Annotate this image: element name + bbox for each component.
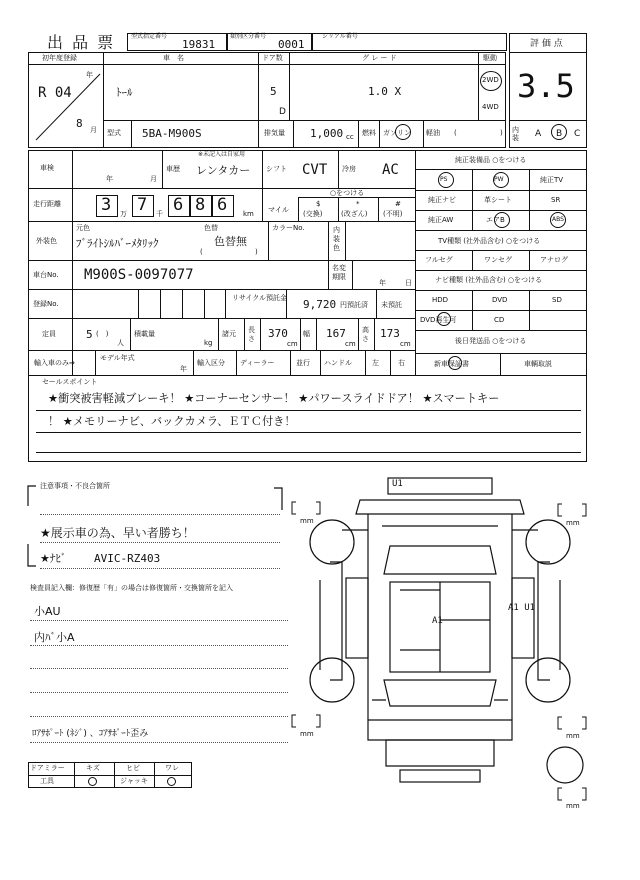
grade-value: 1.0 X	[368, 85, 402, 98]
equip-item-navi: 純正ナビ	[428, 196, 456, 204]
ac-value: AC	[382, 162, 399, 178]
notes-line-1: ★展示車の為、早い者勝ち！	[40, 526, 195, 540]
category-label: 類別区分番号	[230, 33, 267, 40]
tv-oneseg: ワンセグ	[484, 256, 512, 264]
interior-c: C	[574, 129, 581, 139]
unknown-symbol: #	[395, 200, 401, 208]
original-color-label: 元色	[76, 224, 90, 232]
handle-right: 右	[398, 359, 405, 367]
sales-line-2: ！ ★メモリーナビ、バックカメラ、ＥＴＣ付き！	[48, 415, 296, 428]
inspection-label: 車検	[40, 164, 54, 172]
name-change-year: 年	[379, 279, 386, 287]
cc-unit: cc	[346, 133, 354, 141]
man-unit: 万	[120, 210, 127, 218]
notes-line-2-value: AVIC-RZ403	[94, 552, 161, 565]
import-label: 輸入車のみ⇒	[34, 359, 75, 367]
drive-label: 駆動	[483, 54, 497, 62]
mm-label-5: mm	[566, 802, 580, 810]
type-cert-label: 型式指定番号	[131, 33, 168, 40]
mm-label-4: mm	[566, 732, 580, 740]
diagram-mark-a1u1: A1 U1	[508, 603, 536, 613]
width-cm: cm	[345, 340, 356, 348]
type-cert-value: 19831	[182, 38, 216, 51]
drive-2wd: 2WD	[482, 76, 499, 84]
history-value: レンタカー	[196, 164, 251, 177]
door-type: D	[279, 107, 286, 117]
capacity-value: 5	[86, 328, 93, 341]
ship-manual: 車輌取説	[524, 360, 552, 368]
dealer-label: ディーラー	[240, 359, 275, 367]
month-unit: 月	[90, 126, 97, 134]
inspector-line-2: 内ﾊﾞ小A	[34, 631, 75, 644]
inspector-line-1: 小AU	[34, 605, 61, 618]
navi-sd: SD	[552, 296, 562, 304]
interior-a: A	[535, 129, 542, 139]
category-value: 0001	[278, 38, 305, 51]
mileage-digit-4: 8	[195, 195, 206, 215]
history-label: 車歴	[166, 165, 180, 173]
ship-warranty: 新車保証書	[434, 360, 469, 368]
vin-value: M900S-0097077	[84, 267, 194, 283]
mileage-digit-2: 7	[137, 195, 148, 215]
handle-label: ハンドル	[324, 359, 352, 367]
navi-hdd: HDD	[432, 296, 449, 304]
equip-mark-1: PS	[440, 176, 448, 183]
navi-cd: CD	[494, 316, 505, 324]
first-reg-year: R 04	[38, 85, 72, 101]
color-no-label: カラーNo.	[272, 224, 305, 232]
exchange-symbol: $	[316, 200, 321, 208]
height-label: 高さ	[362, 326, 369, 343]
shift-label: シフト	[266, 165, 287, 173]
diagonal-divider	[28, 64, 103, 148]
inspector-label: 検査員記入欄：修復歴「有」の場合は修復箇所・交換箇所を記入	[30, 584, 233, 592]
model-label: 型式	[107, 129, 121, 137]
equipment-title: 純正装備品 ○をつける	[455, 156, 527, 164]
load-unit: kg	[204, 339, 213, 347]
width-label: 幅	[303, 330, 310, 338]
mm-label-3: mm	[300, 730, 314, 738]
legend-jack-circle	[167, 777, 176, 786]
ship-title: 後日発送品 ○をつける	[455, 337, 527, 345]
mileage-digit-3: 6	[173, 195, 184, 215]
legend-crack: ヒビ	[126, 764, 140, 772]
name-change-label: 名変期限	[332, 264, 346, 281]
sales-line-1: ★衝突被害軽減ブレーキ！ ★コーナーセンサー！ ★パワースライドドア！ ★スマートキー	[48, 392, 500, 405]
notes-line-2-prefix: ★ﾅﾋﾞ	[40, 552, 67, 565]
notes-label: 注意事項・不良合箇所	[40, 482, 110, 490]
height-value: 173	[380, 327, 400, 340]
displacement-value: 1,000	[310, 127, 344, 140]
vin-label: 車台No.	[33, 271, 59, 279]
legend-tool-circle	[88, 777, 97, 786]
paren-open: (	[454, 129, 457, 137]
tv-analog: アナログ	[540, 256, 568, 264]
equip-mark-3: ABS	[552, 216, 564, 223]
mileage-digit-5: 6	[217, 195, 228, 215]
recycle-unit: 円預託済	[340, 301, 368, 309]
inspection-year-unit: 年	[106, 175, 113, 183]
paren-close: )	[500, 129, 503, 137]
interior-color-label: 内装色	[333, 226, 340, 252]
color-label: 外装色	[36, 237, 57, 245]
fuel-label: 燃料	[362, 129, 376, 137]
navi-dvd: DVD	[492, 296, 508, 304]
unknown-label: (不明)	[383, 210, 403, 218]
doors-label: ドア数	[262, 54, 283, 62]
fuel-gasoline: ガソリン	[383, 129, 411, 137]
serial-label: シリアル番号	[322, 33, 358, 40]
recycle-unpaid: 未預託	[381, 301, 402, 309]
tv-title: TV種類 (社外品含む) ○をつける	[438, 237, 541, 245]
km-unit: km	[243, 210, 254, 218]
model-year-unit: 年	[180, 365, 187, 373]
handle-left: 左	[372, 359, 379, 367]
equip-item-tv: 純正TV	[540, 176, 564, 184]
original-color-value: ﾌﾞﾗｲﾄｼﾙﾊﾞｰﾒﾀﾘｯｸ	[76, 237, 159, 250]
capacity-unit: 人	[117, 339, 124, 347]
mile-label: マイル	[268, 206, 289, 214]
repaint-paren-open: (	[200, 248, 203, 256]
oil-label: 軽油	[426, 129, 440, 137]
diagram-mark-u1: U1	[392, 479, 403, 489]
equip-item-aw: 純正AW	[428, 216, 454, 224]
equip-mark-2: PW	[494, 176, 504, 183]
mileage-digit-1: 3	[101, 195, 112, 215]
car-name-label: 車 名	[163, 54, 184, 62]
inspector-line-6: ﾛｱｻﾎﾟｰﾄ (ﾈｼﾞ) 、ｺｱｻﾎﾟｰﾄ歪み	[32, 729, 149, 739]
repaint-label: 色替	[204, 224, 218, 232]
recycle-value: 9,720	[303, 298, 337, 311]
inspection-month-unit: 月	[150, 175, 157, 183]
height-cm: cm	[400, 340, 411, 348]
mileage-circle-note: ○をつける	[330, 189, 365, 197]
ship-circle	[448, 356, 462, 370]
equip-item-sr: SR	[551, 196, 561, 204]
tv-fullseg: フルセグ	[425, 256, 453, 264]
mm-label-2: mm	[566, 519, 580, 527]
ac-label: 冷房	[342, 165, 356, 173]
length-label: 長さ	[248, 326, 255, 343]
navi-dvd-play: DVD再生可	[420, 316, 457, 324]
length-cm: cm	[287, 340, 298, 348]
recycle-label: リサイクル預託金	[232, 294, 288, 302]
parallel-label: 並行	[296, 359, 310, 367]
navi-title: ナビ種類 (社外品含む) ○をつける	[435, 276, 543, 284]
legend-scratch: キズ	[86, 764, 100, 772]
mileage-label: 走行距離	[33, 200, 61, 208]
length-value: 370	[268, 327, 288, 340]
repaint-paren-close: )	[255, 248, 258, 256]
fuel-circle	[395, 124, 411, 140]
load-label: 積載量	[134, 330, 155, 338]
legend-mirror: ドアミラー	[30, 764, 65, 772]
year-unit: 年	[86, 71, 93, 79]
equip-item-leather: 革シート	[484, 196, 512, 204]
model-value: 5BA-M900S	[142, 127, 202, 140]
sales-label: セールスポイント	[42, 378, 98, 386]
model-year-label: モデル年式	[100, 354, 135, 362]
import-div-label: 輸入区分	[197, 359, 225, 367]
legend-tool: 工具	[40, 777, 54, 785]
capacity-label: 定員	[42, 330, 56, 338]
mm-label-1: mm	[300, 517, 314, 525]
sen-unit: 千	[156, 210, 163, 218]
first-reg-month: 8	[76, 117, 83, 130]
car-name: ﾄｰﾙ	[116, 86, 133, 99]
name-change-day: 日	[405, 279, 412, 287]
legend-jack: ジャッキ	[120, 777, 148, 785]
form-title: 出 品 票	[47, 33, 116, 52]
drive-4wd: 4WD	[482, 103, 499, 111]
shift-value: CVT	[302, 162, 328, 178]
width-value: 167	[326, 327, 346, 340]
rating-value: 3.5	[517, 67, 575, 105]
capacity-paren: ( )	[96, 330, 109, 338]
size-label: 諸元	[222, 330, 236, 338]
interior-b: B	[556, 129, 563, 139]
diagram-mark-a1: A1	[432, 616, 443, 626]
exchange-label: (交換)	[303, 210, 323, 218]
grade-label: グ レ ー ド	[362, 54, 397, 62]
equip-item-airbag: エアB	[486, 216, 505, 224]
car-damage-diagram	[290, 470, 590, 810]
door-count: 5	[270, 85, 277, 98]
tamper-label: (改ざん)	[341, 210, 368, 218]
tamper-symbol: *	[356, 200, 360, 208]
regno-label: 登録No.	[33, 300, 59, 308]
history-note: ※未記入は自家用	[198, 151, 246, 158]
legend-break: ワレ	[165, 764, 179, 772]
rating-label: 評 価 点	[530, 39, 563, 49]
displacement-label: 排気量	[264, 129, 285, 137]
interior-label: 内装	[512, 126, 519, 142]
navi-circle	[437, 312, 451, 326]
repaint-value: 色替無	[214, 235, 247, 248]
first-reg-label: 初年度登録	[42, 54, 77, 62]
interior-circle	[551, 124, 567, 140]
